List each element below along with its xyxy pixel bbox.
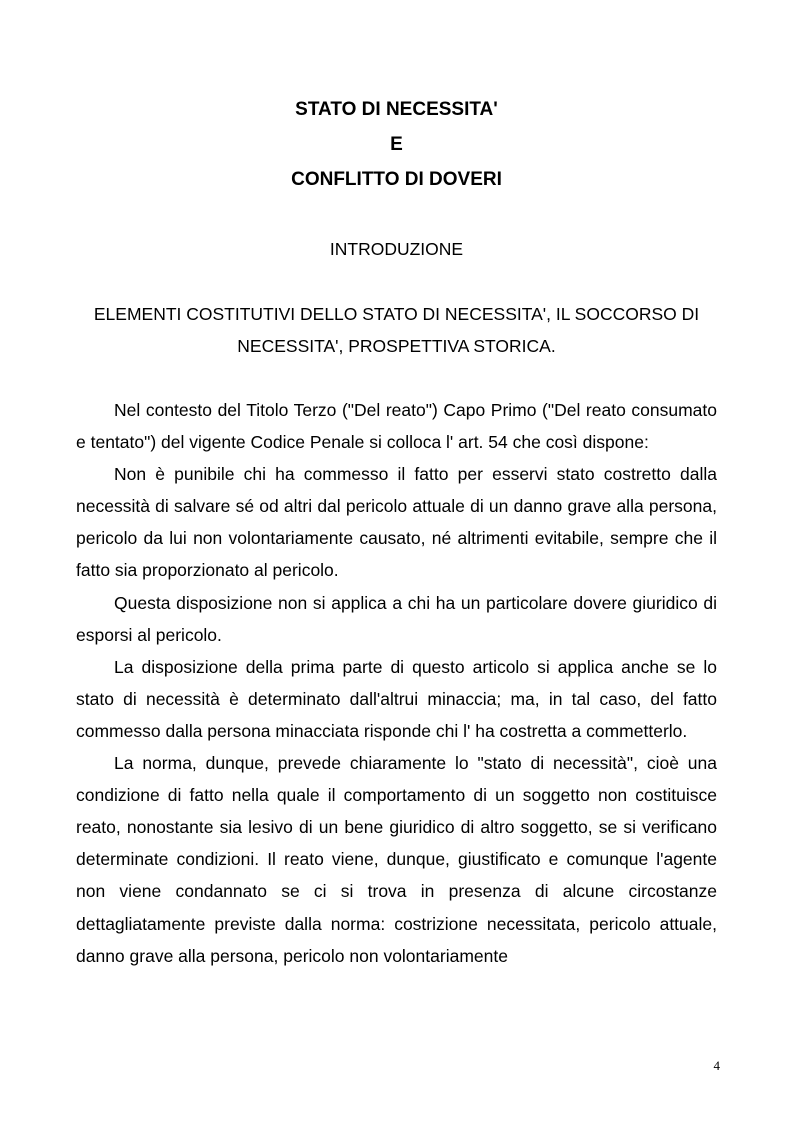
title-line-3: CONFLITTO DI DOVERI	[291, 169, 502, 190]
paragraph-3: Questa disposizione non si applica a chi ha un particolare dovere giuridico di esporsi al pericolo.	[76, 592, 717, 645]
page-number: 4	[713, 1058, 720, 1073]
section-label: INTRODUZIONE	[329, 239, 464, 259]
paragraph-2: Non è punibile chi ha commesso il fatto per esservi stato costretto dalla necessità di salvare sé od altri dal pericolo attuale di un danno grave alla persona, pericolo da lui non volontariamente causato, né altrimenti evitabile, sempre che il fatto sia proporzionato al pericolo.	[76, 464, 717, 581]
paragraph-4: La disposizione della prima parte di questo articolo si applica anche se lo stato di necessità è determinato dall'altrui minaccia; ma, in tal caso, del fatto commesso dalla persona minacciata risponde chi l' ha costretta a commetterlo.	[76, 656, 717, 741]
paragraph-1: Nel contesto del Titolo Terzo ("Del reato") Capo Primo ("Del reato consumato e tentato") del vigente Codice Penale si colloca l' art. 54 che così dispone:	[76, 400, 717, 453]
title-line-2: E	[390, 134, 403, 155]
section-subtitle: ELEMENTI COSTITUTIVI DELLO STATO DI NECESSITA', IL SOCCORSO DI NECESSITA', PROSPETTIVA STORICA.	[93, 304, 700, 356]
body-text	[76, 394, 717, 972]
paragraph-5: La norma, dunque, prevede chiaramente lo "stato di necessità", cioè una condizione di fatto nella quale il comportamento di un soggetto non costituisce reato, nonostante sia lesivo di un bene giuridico di altro soggetto, se si verificano determinate condizioni. Il reato viene, dunque, giustificato e comunque l'agente non viene condannato se ci si trova in presenza di alcune circostanze dettagliatamente previste dalla norma: costrizione necessitata, pericolo attuale, danno grave alla persona, pericolo non volontariamente	[76, 753, 717, 966]
document-title	[0, 92, 793, 197]
title-line-1: STATO DI NECESSITA'	[295, 99, 498, 120]
